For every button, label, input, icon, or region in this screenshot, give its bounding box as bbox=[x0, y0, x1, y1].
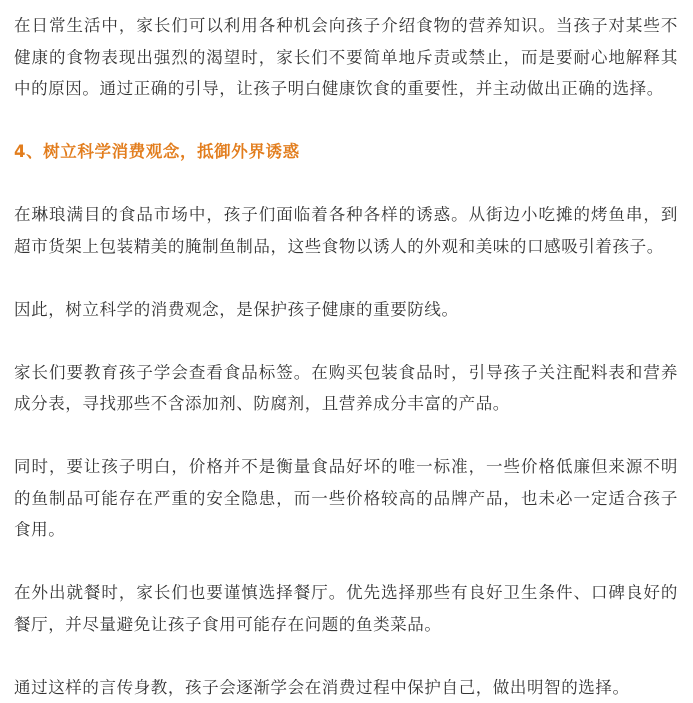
paragraph-consumption-concept: 因此，树立科学的消费观念，是保护孩子健康的重要防线。 bbox=[14, 294, 678, 326]
paragraph-food-labels: 家长们要教育孩子学会查看食品标签。在购买包装食品时，引导孩子关注配料表和营养成分表，寻找那些不含添加剂、防腐剂，且营养成分丰富的产品。 bbox=[14, 357, 678, 420]
paragraph-market-temptations: 在琳琅满目的食品市场中，孩子们面临着各种各样的诱惑。从街边小吃摊的烤鱼串，到超市货架上包装精美的腌制鱼制品，这些食物以诱人的外观和美味的口感吸引着孩子。 bbox=[14, 199, 678, 262]
paragraph-spacer bbox=[14, 420, 678, 452]
paragraph-spacer bbox=[14, 168, 678, 200]
section-heading: 4、树立科学消费观念，抵御外界诱惑 bbox=[14, 136, 678, 168]
paragraph-nutrition-education: 在日常生活中，家长们可以利用各种机会向孩子介绍食物的营养知识。当孩子对某些不健康的食物表现出强烈的渴望时，家长们不要简单地斥责或禁止，而是要耐心地解释其中的原因。通过正确的引导，让孩子明白健康饮食的重要性，并主动做出正确的选择。 bbox=[14, 10, 678, 105]
paragraph-spacer bbox=[14, 640, 678, 672]
paragraph-conclusion: 通过这样的言传身教，孩子会逐渐学会在消费过程中保护自己，做出明智的选择。 bbox=[14, 672, 678, 703]
paragraph-spacer bbox=[14, 325, 678, 357]
paragraph-dining-out: 在外出就餐时，家长们也要谨慎选择餐厅。优先选择那些有良好卫生条件、口碑良好的餐厅，并尽量避免让孩子食用可能存在问题的鱼类菜品。 bbox=[14, 577, 678, 640]
paragraph-spacer bbox=[14, 546, 678, 578]
paragraph-spacer bbox=[14, 262, 678, 294]
paragraph-price-standard: 同时，要让孩子明白，价格并不是衡量食品好坏的唯一标准，一些价格低廉但来源不明的鱼制品可能存在严重的安全隐患，而一些价格较高的品牌产品，也未必一定适合孩子食用。 bbox=[14, 451, 678, 546]
article-body bbox=[14, 10, 678, 703]
paragraph-spacer bbox=[14, 105, 678, 137]
